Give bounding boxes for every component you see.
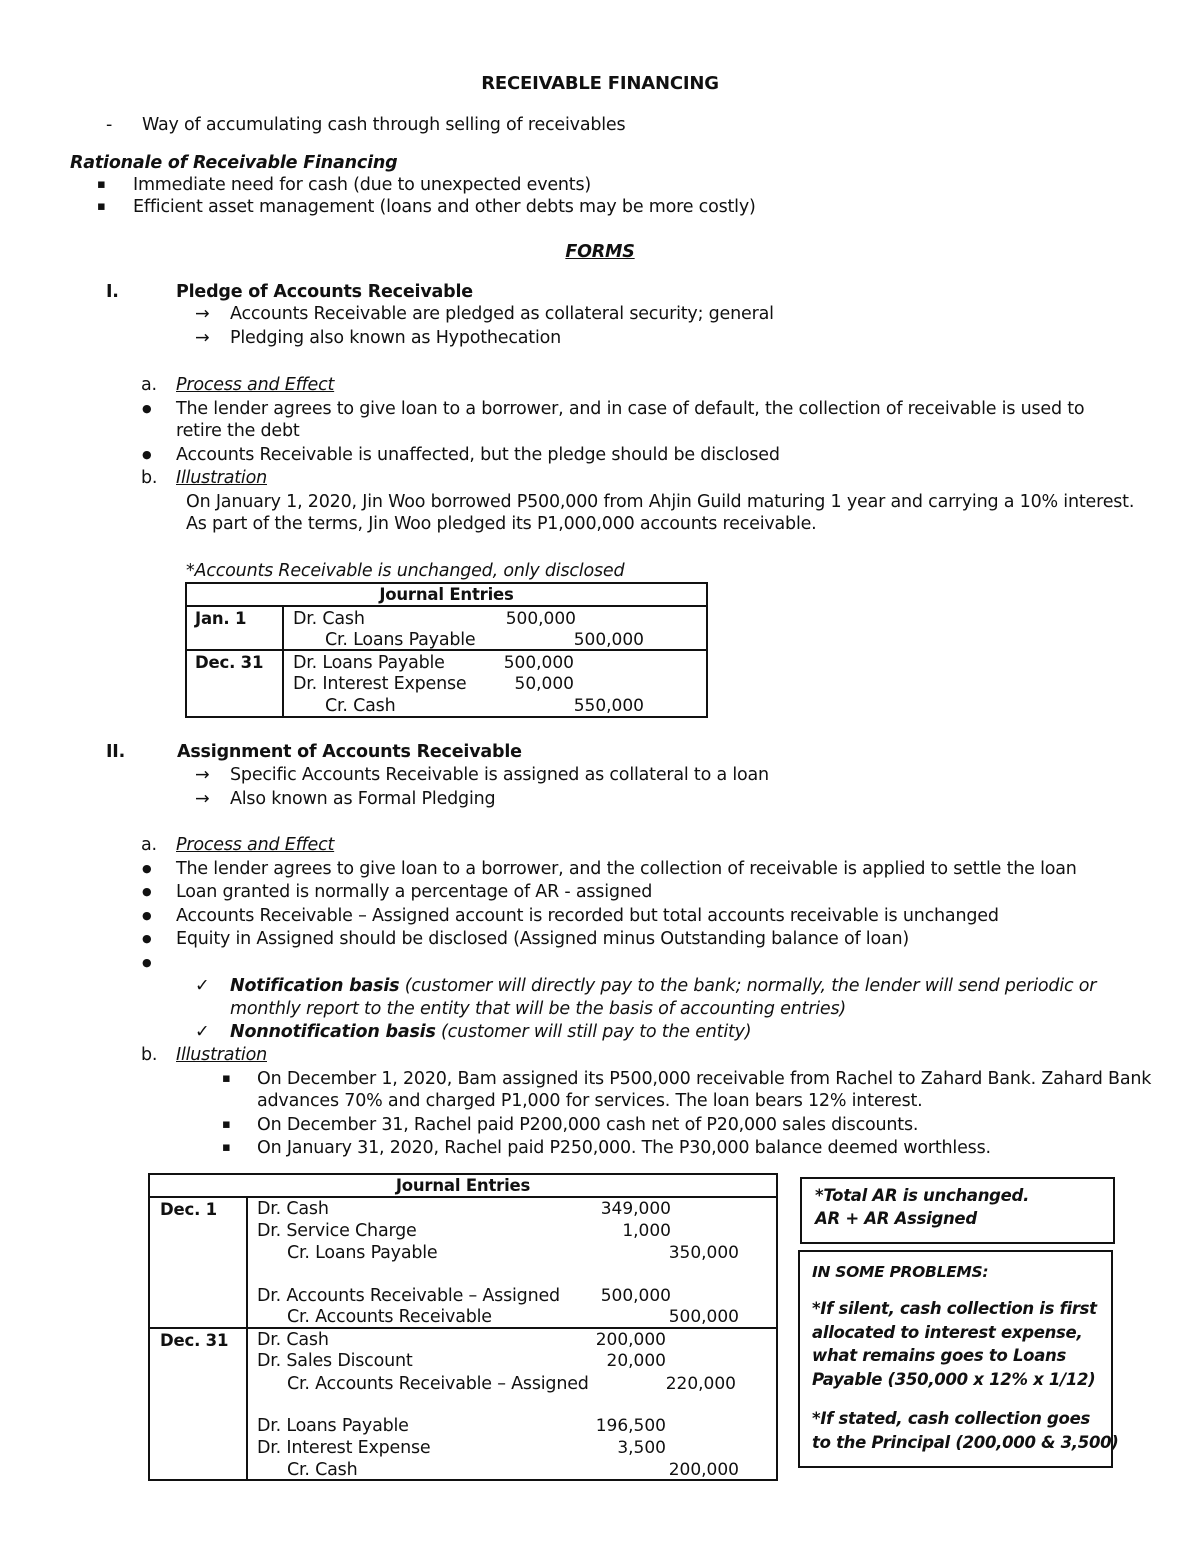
- assignment-debit: 500,000: [600, 1286, 671, 1306]
- assignment-account: Dr. Loans Payable: [257, 1416, 409, 1436]
- pledge-arrow-text-1: Accounts Receivable are pledged as collateral security; general: [230, 304, 774, 324]
- assignment-arrow-1: →: [195, 765, 210, 785]
- assignment-a-label: a.: [141, 835, 157, 855]
- assignment-date-dec1: Dec. 1: [160, 1200, 217, 1219]
- assignment-debit: 196,500: [595, 1416, 666, 1436]
- pledge-arrow-text-2: Pledging also known as Hypothecation: [230, 328, 562, 348]
- assignment-illustration-1: On December 1, 2020, Bam assigned its P500,000 receivable from Rachel to Zahard Bank. Zahard Bank: [257, 1069, 1152, 1089]
- assignment-arrow-text-1: Specific Accounts Receivable is assigned as collateral to a loan: [230, 765, 769, 785]
- pledge-illustration-1: On January 1, 2020, Jin Woo borrowed P500,000 from Ahjin Guild maturing 1 year and carrying a 10% interest.: [186, 492, 1135, 512]
- assignment-bullet: ●: [142, 956, 152, 969]
- side-note-2-p2-line: *If stated, cash collection goes: [812, 1409, 1090, 1428]
- rationale-heading: Rationale of Receivable Financing: [70, 153, 398, 173]
- assignment-debit: 349,000: [600, 1199, 671, 1219]
- side-note-2-p1-line: Payable (350,000 x 12% x 1/12): [812, 1370, 1096, 1389]
- pledge-table-divider: [282, 605, 284, 718]
- assignment-heading: Assignment of Accounts Receivable: [177, 742, 522, 762]
- assignment-credit: 220,000: [665, 1374, 736, 1394]
- pledge-process-2: Accounts Receivable is unaffected, but the pledge should be disclosed: [176, 445, 780, 465]
- pledge-account: Dr. Loans Payable: [293, 653, 445, 673]
- pledge-journal-header: Journal Entries: [379, 585, 514, 604]
- pledge-account: Dr. Cash: [293, 609, 365, 629]
- assignment-bullet: ●: [142, 862, 152, 875]
- pledge-account: Dr. Interest Expense: [293, 674, 467, 694]
- assignment-arrow-2: →: [195, 789, 210, 809]
- pledge-process-1: The lender agrees to give loan to a borrower, and in case of default, the collection of receivable is used to: [176, 399, 1085, 419]
- notification-basis: [230, 975, 1096, 997]
- pledge-note: *Accounts Receivable is unchanged, only disclosed: [186, 561, 625, 581]
- pledge-date-jan1: Jan. 1: [195, 609, 247, 628]
- assignment-credit: 350,000: [668, 1243, 739, 1263]
- pledge-process-1b: retire the debt: [176, 421, 300, 441]
- assignment-b-title: Illustration: [176, 1045, 267, 1065]
- rationale-bullet-1: ▪: [97, 177, 106, 192]
- side-note-2-p1-line: allocated to interest expense,: [812, 1323, 1083, 1342]
- pledge-heading: Pledge of Accounts Receivable: [176, 282, 473, 302]
- side-note-1-line-1: *Total AR is unchanged.: [815, 1186, 1030, 1205]
- side-note-2-heading: IN SOME PROBLEMS:: [812, 1263, 989, 1281]
- rationale-bullet-2: ▪: [97, 199, 106, 214]
- assignment-a-title: Process and Effect: [176, 835, 335, 855]
- assignment-credit: 200,000: [668, 1460, 739, 1480]
- assignment-account: Cr. Loans Payable: [287, 1243, 438, 1263]
- nonnotification-term: Nonnotification basis: [230, 1022, 436, 1042]
- assignment-illustration-1b: advances 70% and charged P1,000 for services. The loan bears 12% interest.: [257, 1091, 923, 1111]
- check-icon: ✓: [195, 976, 210, 996]
- side-note-2-p1-line: what remains goes to Loans: [812, 1346, 1067, 1365]
- assignment-account: Dr. Cash: [257, 1330, 329, 1350]
- rationale-item-2: Efficient asset management (loans and other debts may be more costly): [133, 197, 756, 217]
- assignment-b-label: b.: [141, 1045, 158, 1065]
- assignment-bullet: ●: [142, 885, 152, 898]
- pledge-bullet-1: ●: [142, 402, 152, 415]
- pledge-arrow-1: →: [195, 304, 210, 324]
- assignment-arrow-text-2: Also known as Formal Pledging: [230, 789, 496, 809]
- notification-desc-2: monthly report to the entity that will be the basis of accounting entries): [230, 999, 846, 1019]
- assignment-debit: 20,000: [606, 1351, 666, 1371]
- page-title: RECEIVABLE FINANCING: [481, 73, 719, 94]
- side-note-2-p1-line: *If silent, cash collection is first: [812, 1299, 1097, 1318]
- pledge-arrow-2: →: [195, 328, 210, 348]
- pledge-debit: 50,000: [514, 674, 574, 694]
- pledge-bullet-2: ●: [142, 448, 152, 461]
- forms-heading: FORMS: [565, 242, 635, 262]
- check-icon: ✓: [195, 1022, 210, 1042]
- pledge-date-dec31: Dec. 31: [195, 653, 264, 672]
- nonnotification-desc: (customer will still pay to the entity): [435, 1022, 752, 1042]
- side-note-2-p2-line: to the Principal (200,000 & 3,500): [812, 1433, 1119, 1452]
- assignment-process-3: Accounts Receivable – Assigned account is recorded but total accounts receivable is unchanged: [176, 906, 999, 926]
- pledge-account: Cr. Loans Payable: [325, 630, 476, 650]
- assignment-account: Dr. Accounts Receivable – Assigned: [257, 1286, 560, 1306]
- assignment-numeral: II.: [106, 742, 126, 762]
- nonnotification-basis: [230, 1021, 751, 1043]
- assignment-process-4: Equity in Assigned should be disclosed (Assigned minus Outstanding balance of loan): [176, 929, 909, 949]
- assignment-square-bullet: ▪: [222, 1117, 231, 1132]
- pledge-numeral: I.: [106, 282, 119, 302]
- pledge-debit: 500,000: [505, 609, 576, 629]
- assignment-journal-header: Journal Entries: [395, 1176, 531, 1195]
- assignment-account: Cr. Cash: [287, 1460, 358, 1480]
- assignment-debit: 1,000: [622, 1221, 671, 1241]
- assignment-account: Cr. Accounts Receivable: [287, 1307, 492, 1327]
- assignment-account: Dr. Sales Discount: [257, 1351, 413, 1371]
- assignment-illustration-2: On December 31, Rachel paid P200,000 cash net of P20,000 sales discounts.: [257, 1115, 919, 1135]
- assignment-bullet: ●: [142, 909, 152, 922]
- pledge-a-label: a.: [141, 375, 157, 395]
- assignment-date-dec31: Dec. 31: [160, 1331, 229, 1350]
- assignment-bullet: ●: [142, 932, 152, 945]
- rationale-item-1: Immediate need for cash (due to unexpected events): [133, 175, 592, 195]
- assignment-credit: 500,000: [668, 1307, 739, 1327]
- assignment-account: Dr. Interest Expense: [257, 1438, 431, 1458]
- pledge-credit: 500,000: [573, 630, 644, 650]
- assignment-account: Dr. Service Charge: [257, 1221, 417, 1241]
- intro-dash: -: [106, 115, 113, 135]
- assignment-process-1: The lender agrees to give loan to a borrower, and the collection of receivable is applied to settle the loan: [176, 859, 1077, 879]
- assignment-square-bullet: ▪: [222, 1140, 231, 1155]
- pledge-b-title: Illustration: [176, 468, 267, 488]
- pledge-a-title: Process and Effect: [176, 375, 335, 395]
- assignment-debit: 200,000: [595, 1330, 666, 1350]
- assignment-account: Dr. Cash: [257, 1199, 329, 1219]
- pledge-credit: 550,000: [573, 696, 644, 716]
- notification-term: Notification basis: [230, 976, 400, 996]
- pledge-debit: 500,000: [503, 653, 574, 673]
- assignment-table-divider: [246, 1196, 248, 1481]
- intro-text: Way of accumulating cash through selling of receivables: [142, 115, 626, 135]
- assignment-process-2: Loan granted is normally a percentage of AR - assigned: [176, 882, 653, 902]
- pledge-illustration-2: As part of the terms, Jin Woo pledged its P1,000,000 accounts receivable.: [186, 514, 817, 534]
- side-note-1-line-2: AR + AR Assigned: [815, 1209, 977, 1228]
- pledge-account: Cr. Cash: [325, 696, 396, 716]
- notification-desc: (customer will directly pay to the bank; normally, the lender will send periodic or: [399, 976, 1097, 996]
- pledge-b-label: b.: [141, 468, 158, 488]
- assignment-account: Cr. Accounts Receivable – Assigned: [287, 1374, 589, 1394]
- assignment-square-bullet: ▪: [222, 1071, 231, 1086]
- assignment-illustration-3: On January 31, 2020, Rachel paid P250,000. The P30,000 balance deemed worthless.: [257, 1138, 991, 1158]
- assignment-debit: 3,500: [617, 1438, 666, 1458]
